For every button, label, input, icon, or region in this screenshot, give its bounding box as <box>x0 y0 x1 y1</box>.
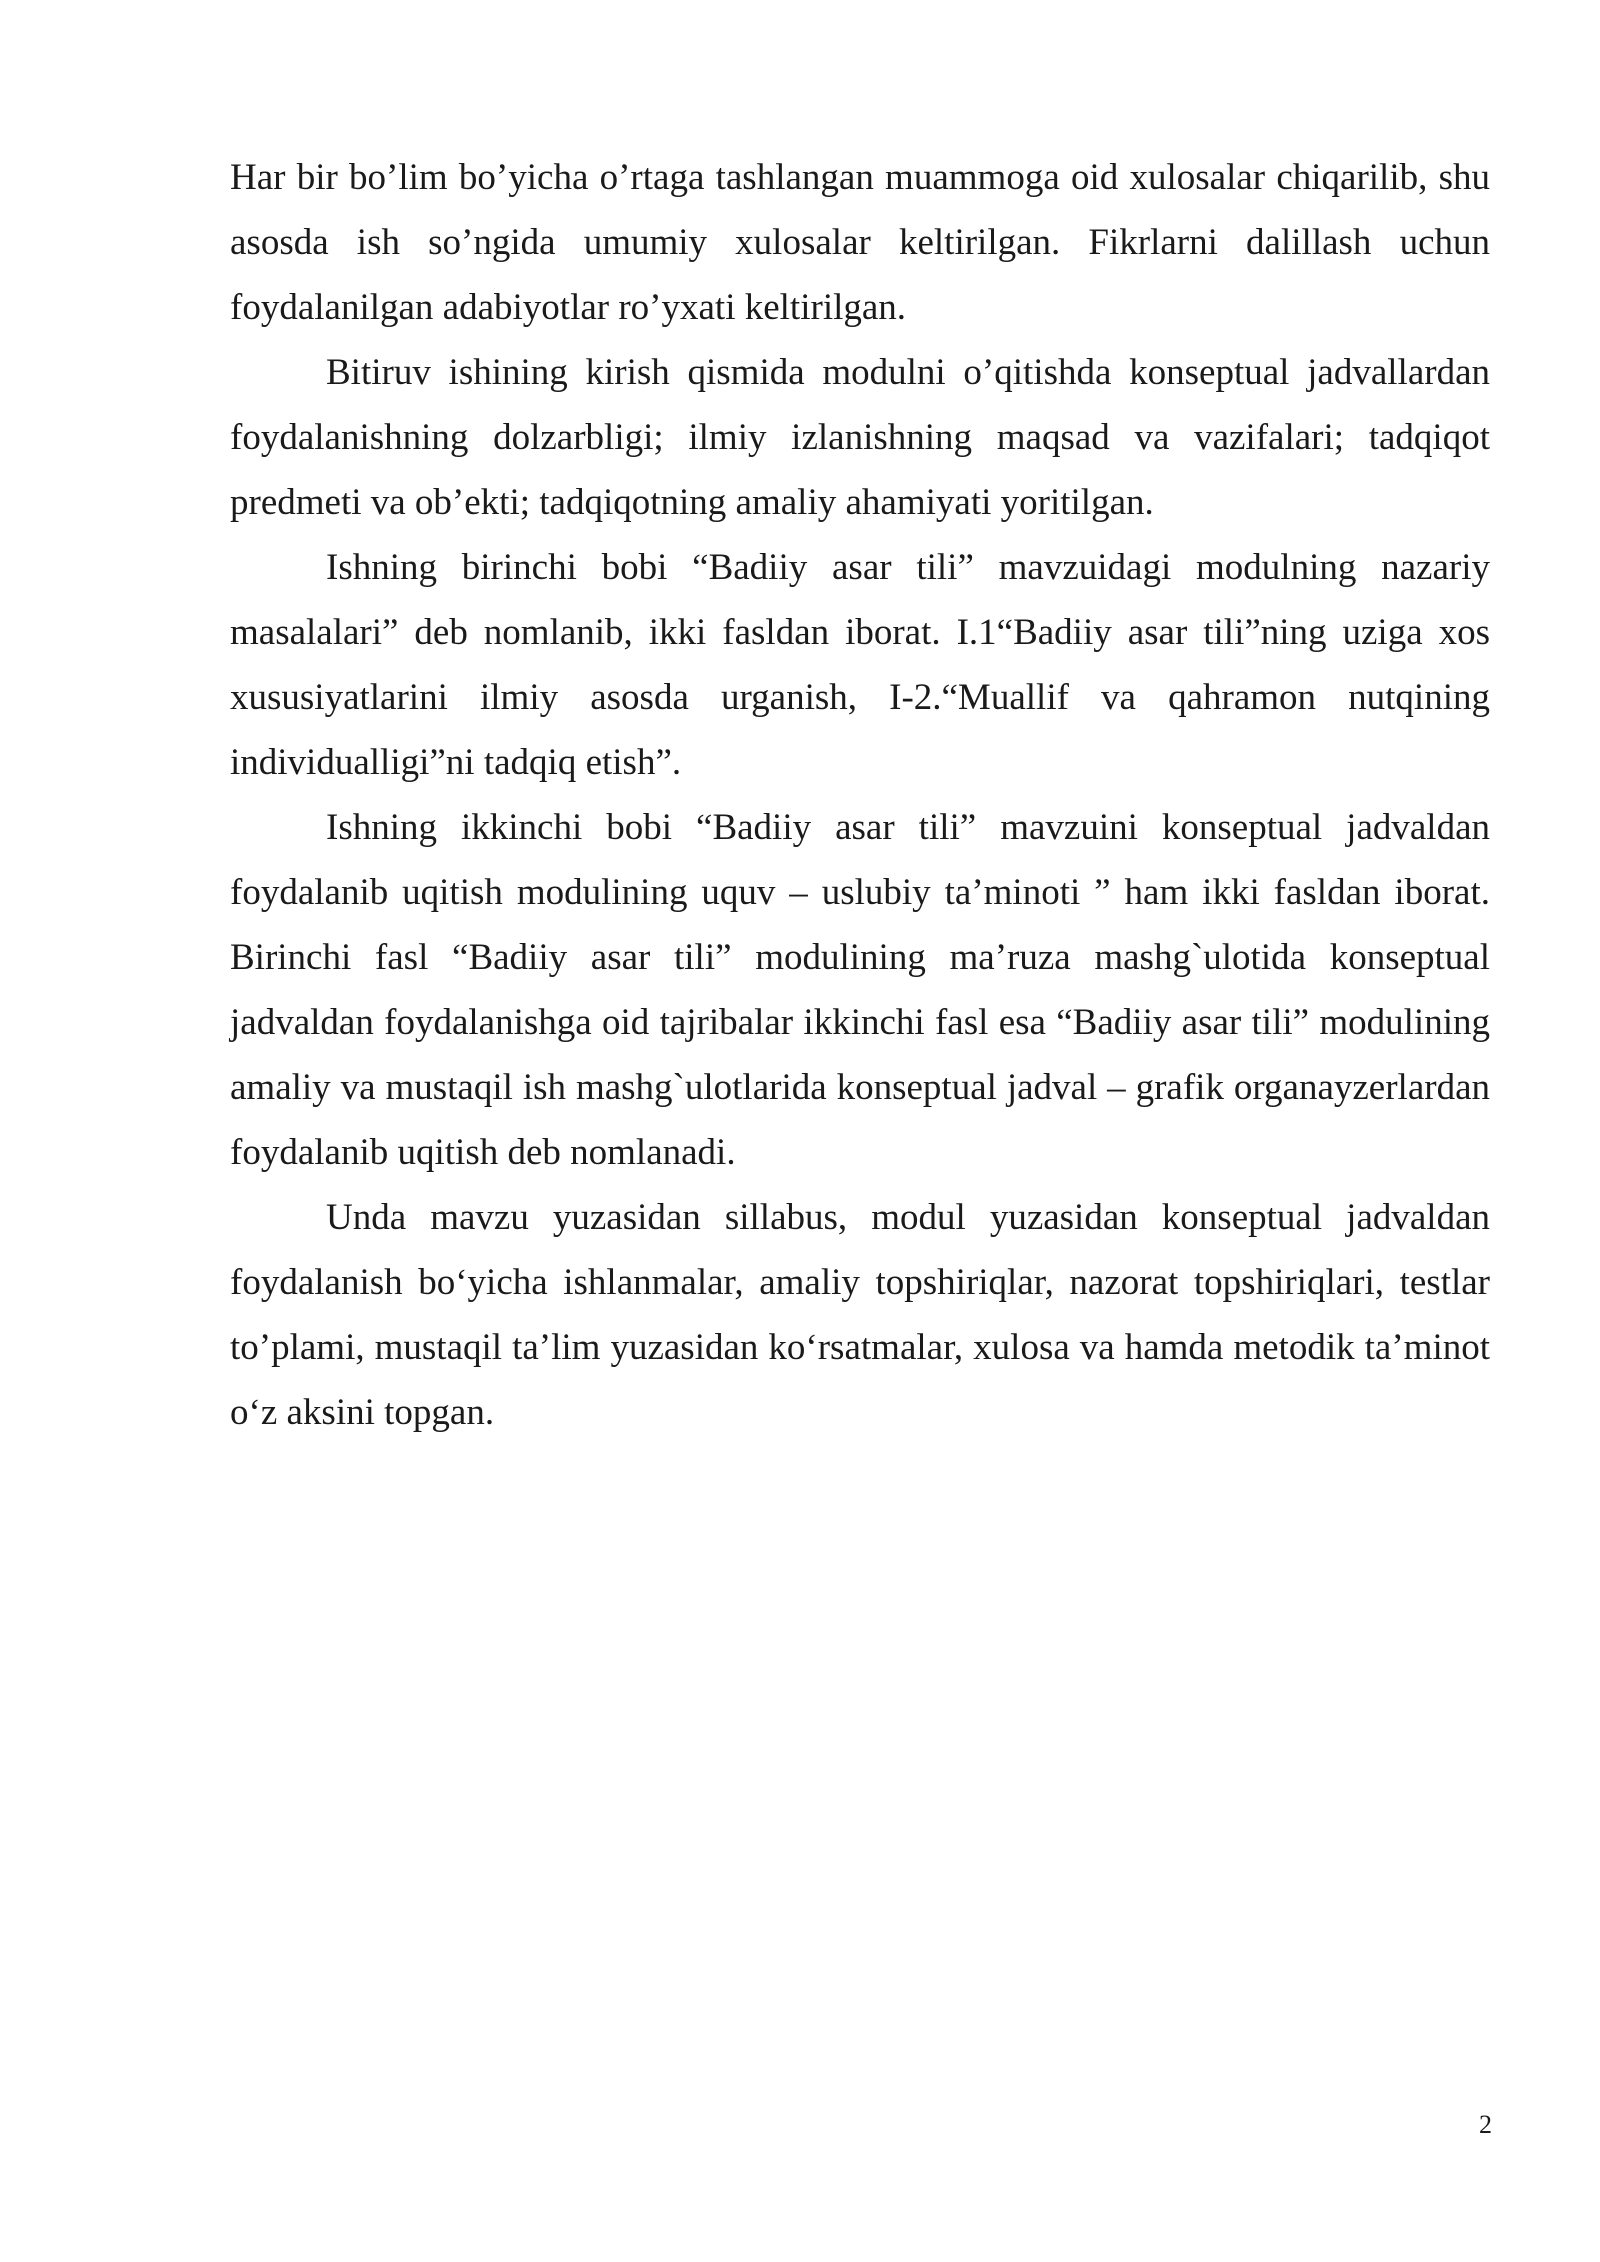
page-number: 2 <box>1479 2110 1492 2139</box>
paragraph-summary: Har bir bo’lim bo’yicha o’rtaga tashlangan muammoga oid xulosalar chiqarilib, shu asosda ish so’ngida umumiy xulosalar keltirilgan. Fikrlarni dalillash uchun foydalanilgan adabiyotlar ro’yxati keltirilgan. <box>230 157 1490 328</box>
paragraph-chapter-one: Ishning birinchi bobi “Badiiy asar tili” mavzuidagi modulning nazariy masalalari” deb nomlanib, ikki fasldan iborat. I.1“Badiiy asar tili”ning uziga xos xususiyatlarini ilmiy asosda urganish, I-2.“Muallif va qahramon nutqining individualligi”ni tadqiq etish”. <box>230 547 1490 783</box>
paragraph-chapter-two: Ishning ikkinchi bobi “Badiiy asar tili” mavzuini konseptual jadvaldan foydalanib uqitish modulining uquv – uslubiy ta’minoti ” ham ikki fasldan iborat. Birinchi fasl “Badiiy asar tili” modulining ma’ruza mashg`ulotida konseptual jadvaldan foydalanishga oid tajribalar ikkinchi fasl esa “Badiiy asar tili” modulining amaliy va mustaqil ish mashg`ulotlarida konseptual jadval – grafik organayzerlardan foydalanib uqitish deb nomlanadi. <box>230 807 1490 1173</box>
document-body <box>230 145 1490 1445</box>
paragraph-contents: Unda mavzu yuzasidan sillabus, modul yuzasidan konseptual jadvaldan foydalanish bo‘yicha ishlanmalar, amaliy topshiriqlar, nazorat topshiriqlari, testlar to’plami, mustaqil ta’lim yuzasidan ko‘rsatmalar, xulosa va hamda metodik ta’minot o‘z aksini topgan. <box>230 1197 1490 1433</box>
paragraph-introduction: Bitiruv ishining kirish qismida modulni o’qitishda konseptual jadvallardan foydalanishning dolzarbligi; ilmiy izlanishning maqsad va vazifalari; tadqiqot predmeti va ob’ekti; tadqiqotning amaliy ahamiyati yoritilgan. <box>230 352 1490 523</box>
